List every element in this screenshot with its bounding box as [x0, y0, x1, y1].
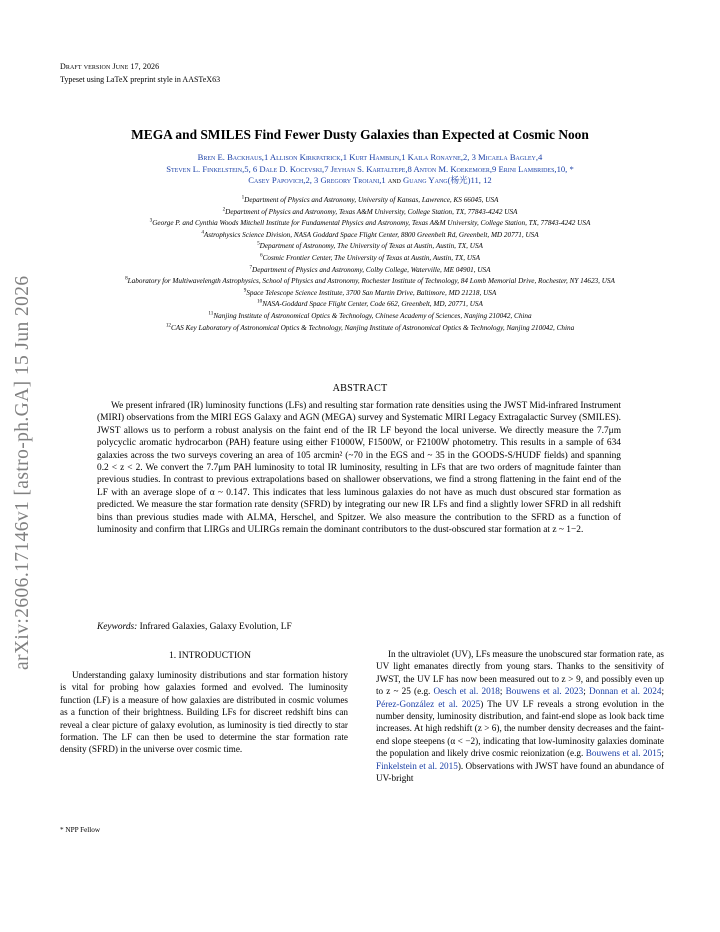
affiliation-number: 9: [243, 287, 247, 294]
affiliation-text: NASA-Goddard Space Flight Center, Code 662, Greenbelt, MD, 20771, USA: [262, 300, 483, 309]
affiliation-number: 7: [249, 264, 253, 271]
affiliation-line: [55, 276, 685, 288]
keywords: [97, 622, 621, 632]
authors-line-3: [80, 175, 660, 187]
keywords-label: Keywords:: [97, 622, 138, 632]
affiliation-text: Cosmic Frontier Center, The University of Texas at Austin, Austin, TX, USA: [262, 253, 480, 262]
affiliation-line: [55, 323, 685, 335]
affiliation-line: [55, 299, 685, 311]
typeset-note: Typeset using LaTeX preprint style in AASTeX63: [60, 75, 221, 84]
abstract-heading: ABSTRACT: [332, 383, 388, 394]
authors-line-2[interactable]: Steven L. Finkelstein,5, 6 Dale D. Kocevski,7 Jeyhan S. Kartaltepe,8 Anton M. Koekemoer,9 Erini Lambrides,10, *: [166, 163, 574, 174]
affiliation-text: Department of Astronomy, The University of Texas at Austin, Austin, TX, USA: [259, 242, 483, 251]
intro-text: ) The UV LF reveals a strong evolution in the number density, luminosity distribution, and faint-end slope as look back time increases. At high redshift (z > 6), the number density decreases and the faint-end slope steepens (α < −2), indicating that low-luminosity galaxies dominate the population and likely drive cosmic reionization (e.g.: [376, 698, 664, 759]
authors-line-1[interactable]: Bren E. Backhaus,1 Allison Kirkpatrick,1 Kurt Hamblin,1 Kaila Ronayne,2, 3 Micaela Bagley,4: [197, 152, 543, 162]
citation-link[interactable]: Finkelstein et al. 2015: [376, 760, 458, 771]
affiliation-number: 8: [125, 275, 128, 282]
separator: ;: [499, 686, 503, 697]
affiliation-line: [55, 230, 685, 242]
author-list: [80, 152, 660, 187]
separator: ;: [583, 686, 586, 697]
separator: ;: [661, 748, 664, 759]
authors-line-3a[interactable]: Casey Papovich,2, 3 Gregory Troiani,1: [248, 175, 386, 186]
affiliation-number: 4: [201, 229, 204, 236]
affiliation-text: Nanjing Institute of Astronomical Optics & Technology, Chinese Academy of Sciences, Nanjing 210042, China: [213, 311, 532, 320]
affiliation-text: Astrophysics Science Division, NASA Goddard Space Flight Center, 8800 Greenbelt Rd, Greenbelt, MD 20771, USA: [203, 230, 539, 239]
affiliation-text: Laboratory for Multiwavelength Astrophysics, School of Physics and Astronomy, Rochester Institute of Technology, 84 Lomb Memorial Drive, Rochester, NY 14623, USA: [127, 277, 615, 286]
intro-paragraph-right: [376, 648, 664, 784]
separator: ;: [661, 686, 665, 697]
citation-link[interactable]: Donnan et al. 2024: [588, 686, 662, 697]
section-heading: 1. INTRODUCTION: [168, 650, 252, 661]
affiliation-line: [55, 207, 685, 219]
affiliation-number: 3: [149, 217, 153, 224]
affiliation-number: 6: [259, 252, 263, 259]
affiliation-text: Space Telescope Science Institute, 3700 San Martin Drive, Baltimore, MD 21218, USA: [246, 288, 497, 297]
intro-paragraph-left: Understanding galaxy luminosity distributions and star formation history is vital for probing how galaxies formed and evolved. The luminosity function (LF) is a measure of how galaxies are distributed in cosmic volumes as a function of their brightness. Building LFs for discreet redshift bins can reveal a clear picture of galaxy evolution, as luminosity is tied directly to star formation. The LF can then be used to determine the star formation rate density (SFRD) in the universe over cosmic time.: [60, 670, 348, 755]
citation-link[interactable]: Pérez-González et al. 2025: [376, 698, 481, 709]
citation-link[interactable]: Bouwens et al. 2015: [585, 748, 662, 759]
affiliation-number: 12: [165, 322, 171, 329]
citation-link[interactable]: Bouwens et al. 2023: [505, 686, 584, 697]
affiliation-text: CAS Key Laboratory of Astronomical Optics & Technology, Nanjing Institute of Astronomical Optics & Technology, Nanjing 210042, China: [171, 323, 575, 332]
arxiv-stamp[interactable]: arXiv:2606.17146v1 [astro-ph.GA] 15 Jun 2026: [12, 275, 33, 670]
affiliation-line: [55, 265, 685, 277]
affiliation-line: [55, 195, 685, 207]
affiliations: [55, 195, 685, 334]
authors-line-3b[interactable]: Guang Yang(杨光)11, 12: [403, 175, 492, 186]
affiliation-line: [55, 218, 685, 230]
affiliation-line: [55, 311, 685, 323]
affiliation-line: [55, 241, 685, 253]
intro-text: ). Observations with JWST have found an abundance of UV-bright: [376, 760, 665, 784]
footnote: * NPP Fellow: [60, 826, 101, 834]
affiliation-text: Department of Physics and Astronomy, University of Kansas, Lawrence, KS 66045, USA: [244, 196, 499, 204]
abstract-body: We present infrared (IR) luminosity functions (LFs) and resulting star formation rate densities using the JWST Mid-infrared Instrument (MIRI) observations from the MIRI EGS Galaxy and AGN (MEGA) survey and Systematic MIRI Legacy Extragalactic Survey (SMILES). JWST allows us to perform a robust analysis on the faint end of the IR LF beyond the local universe. We directly measure the 7.7μm polycyclic aromatic hydrocarbon (PAH) feature using either F1000W, F1500W, or F2100W photometry. This results in a sample of 634 galaxies across the two surveys covering an area of 105 arcmin² (~70 in the EGS and ~ 35 in the GOODS-S/HUDF fields) and spanning 0.2 < z < 2. We convert the 7.7μm PAH luminosity to total IR luminosity, resulting in LFs that are two orders of magnitude fainter than previous studies. In contrast to previous extrapolations based on shallower observations, we find a strong flattening in the faint end of the LF with an average slope of α ~ 0.147. This indicates that less luminous galaxies do not have as much dust obscured star formation as predicted. We measure the star formation rate density (SFRD) by integrating our new IR LFs and find a slightly lower SFRD in all redshift bins than previous studies made with ALMA, Herschel, and Spitzer. We also measure the contribution to the SFRD as a function of luminosity and confirm that LIRGs and ULIRGs remain the dominant contributors to the dust-obscured star formation at z ~ 1−2.: [97, 401, 621, 536]
affiliation-number: 2: [222, 206, 226, 213]
affiliation-number: 1: [241, 194, 245, 201]
keywords-list: Infrared Galaxies, Galaxy Evolution, LF: [139, 622, 292, 632]
paper-title: MEGA and SMILES Find Fewer Dusty Galaxies than Expected at Cosmic Noon: [131, 127, 589, 142]
affiliation-text: George P. and Cynthia Woods Mitchell Institute for Fundamental Physics and Astronomy, Texas A&M University, College Station, TX, 77843-4242 USA: [152, 219, 591, 228]
affiliation-number: 11: [208, 310, 214, 317]
affiliation-line: [55, 253, 685, 265]
draft-version: Draft version June 17, 2026: [60, 62, 160, 71]
intro-text: In the ultraviolet (UV), LFs measure the unobscured star formation rate, as UV light emanates directly from young stars. Thanks to the sensitivity of JWST, the UV LF has now been measured out to z > 9, and possibly even up to z ~ 25 (e.g.: [376, 649, 664, 697]
affiliation-number: 10: [257, 298, 263, 305]
authors-and: and: [387, 175, 401, 186]
affiliation-line: [55, 288, 685, 300]
affiliation-text: Department of Physics and Astronomy, Colby College, Waterville, ME 04901, USA: [252, 265, 491, 274]
citation-link[interactable]: Oesch et al. 2018: [433, 686, 500, 697]
affiliation-number: 5: [257, 240, 260, 247]
affiliation-text: Department of Physics and Astronomy, Texas A&M University, College Station, TX, 77843-4242 USA: [225, 207, 518, 216]
